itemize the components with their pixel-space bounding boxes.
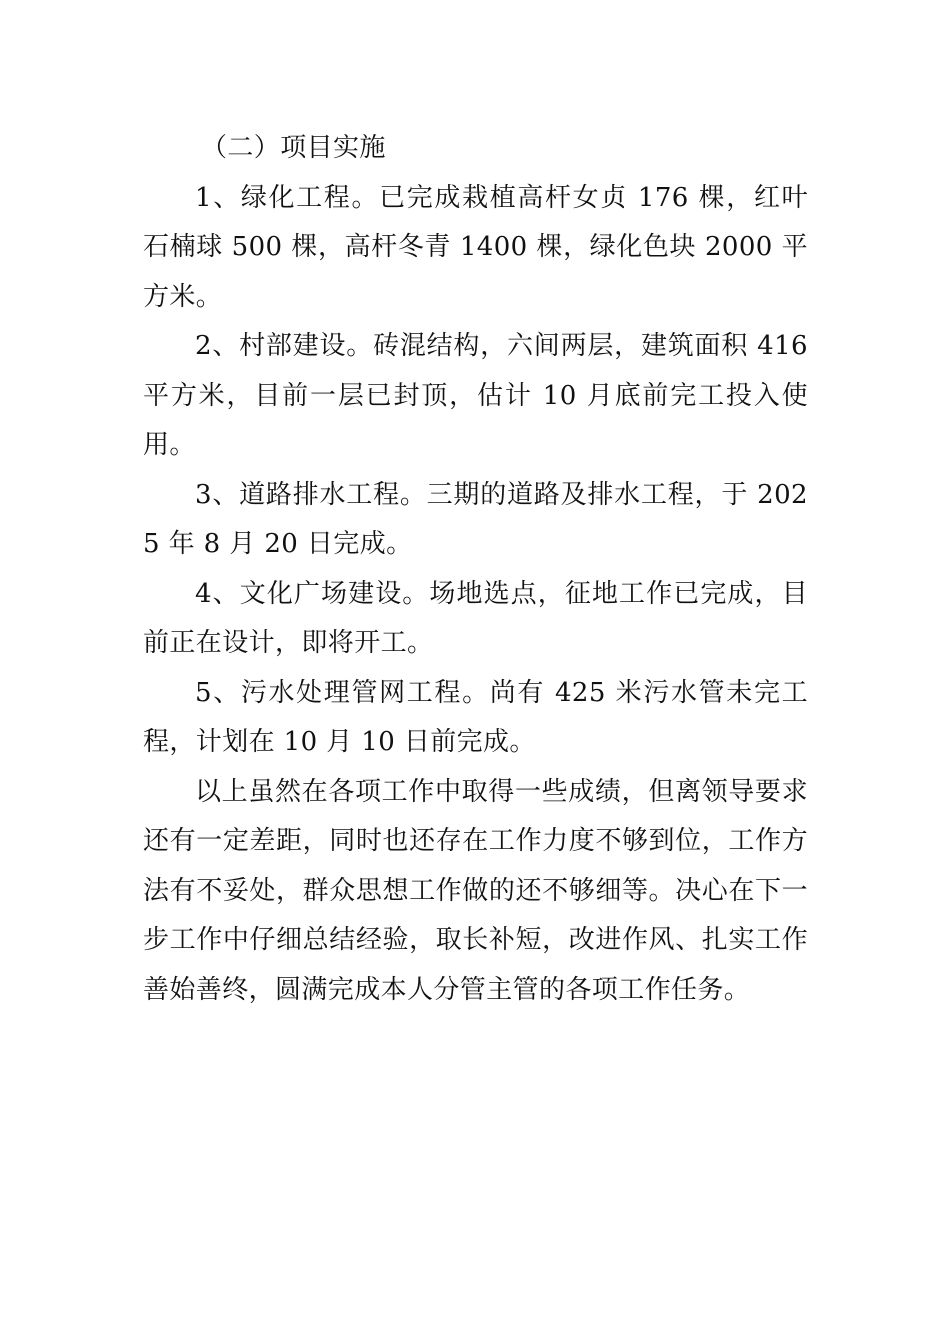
paragraph-cultural-square: 4、文化广场建设。场地选点，征地工作已完成，目前正在设计，即将开工。 bbox=[143, 578, 808, 658]
document-body bbox=[143, 124, 808, 1015]
section-heading: （二）项目实施 bbox=[201, 133, 386, 163]
paragraph-greening-project: 1、绿化工程。已完成栽植高杆女贞 176 棵，红叶石楠球 500 棵，高杆冬青 1400 棵，绿化色块 2000 平方米。 bbox=[143, 182, 808, 312]
paragraph-summary: 以上虽然在各项工作中取得一些成绩，但离领导要求还有一定差距，同时也还存在工作力度不够到位，工作方法有不妥处，群众思想工作做的还不够细等。决心在下一步工作中仔细总结经验，取长补短，改进作风、扎实工作善始善终，圆满完成本人分管主管的各项工作任务。 bbox=[143, 776, 808, 1005]
paragraph-road-drainage: 3、道路排水工程。三期的道路及排水工程，于 2025 年 8 月 20 日完成。 bbox=[143, 479, 808, 559]
paragraph-village-building: 2、村部建设。砖混结构，六间两层，建筑面积 416 平方米，目前一层已封顶，估计 10 月底前完工投入使用。 bbox=[143, 331, 808, 460]
paragraph-sewage-network: 5、污水处理管网工程。尚有 425 米污水管未完工程，计划在 10 月 10 日前完成。 bbox=[143, 677, 808, 757]
